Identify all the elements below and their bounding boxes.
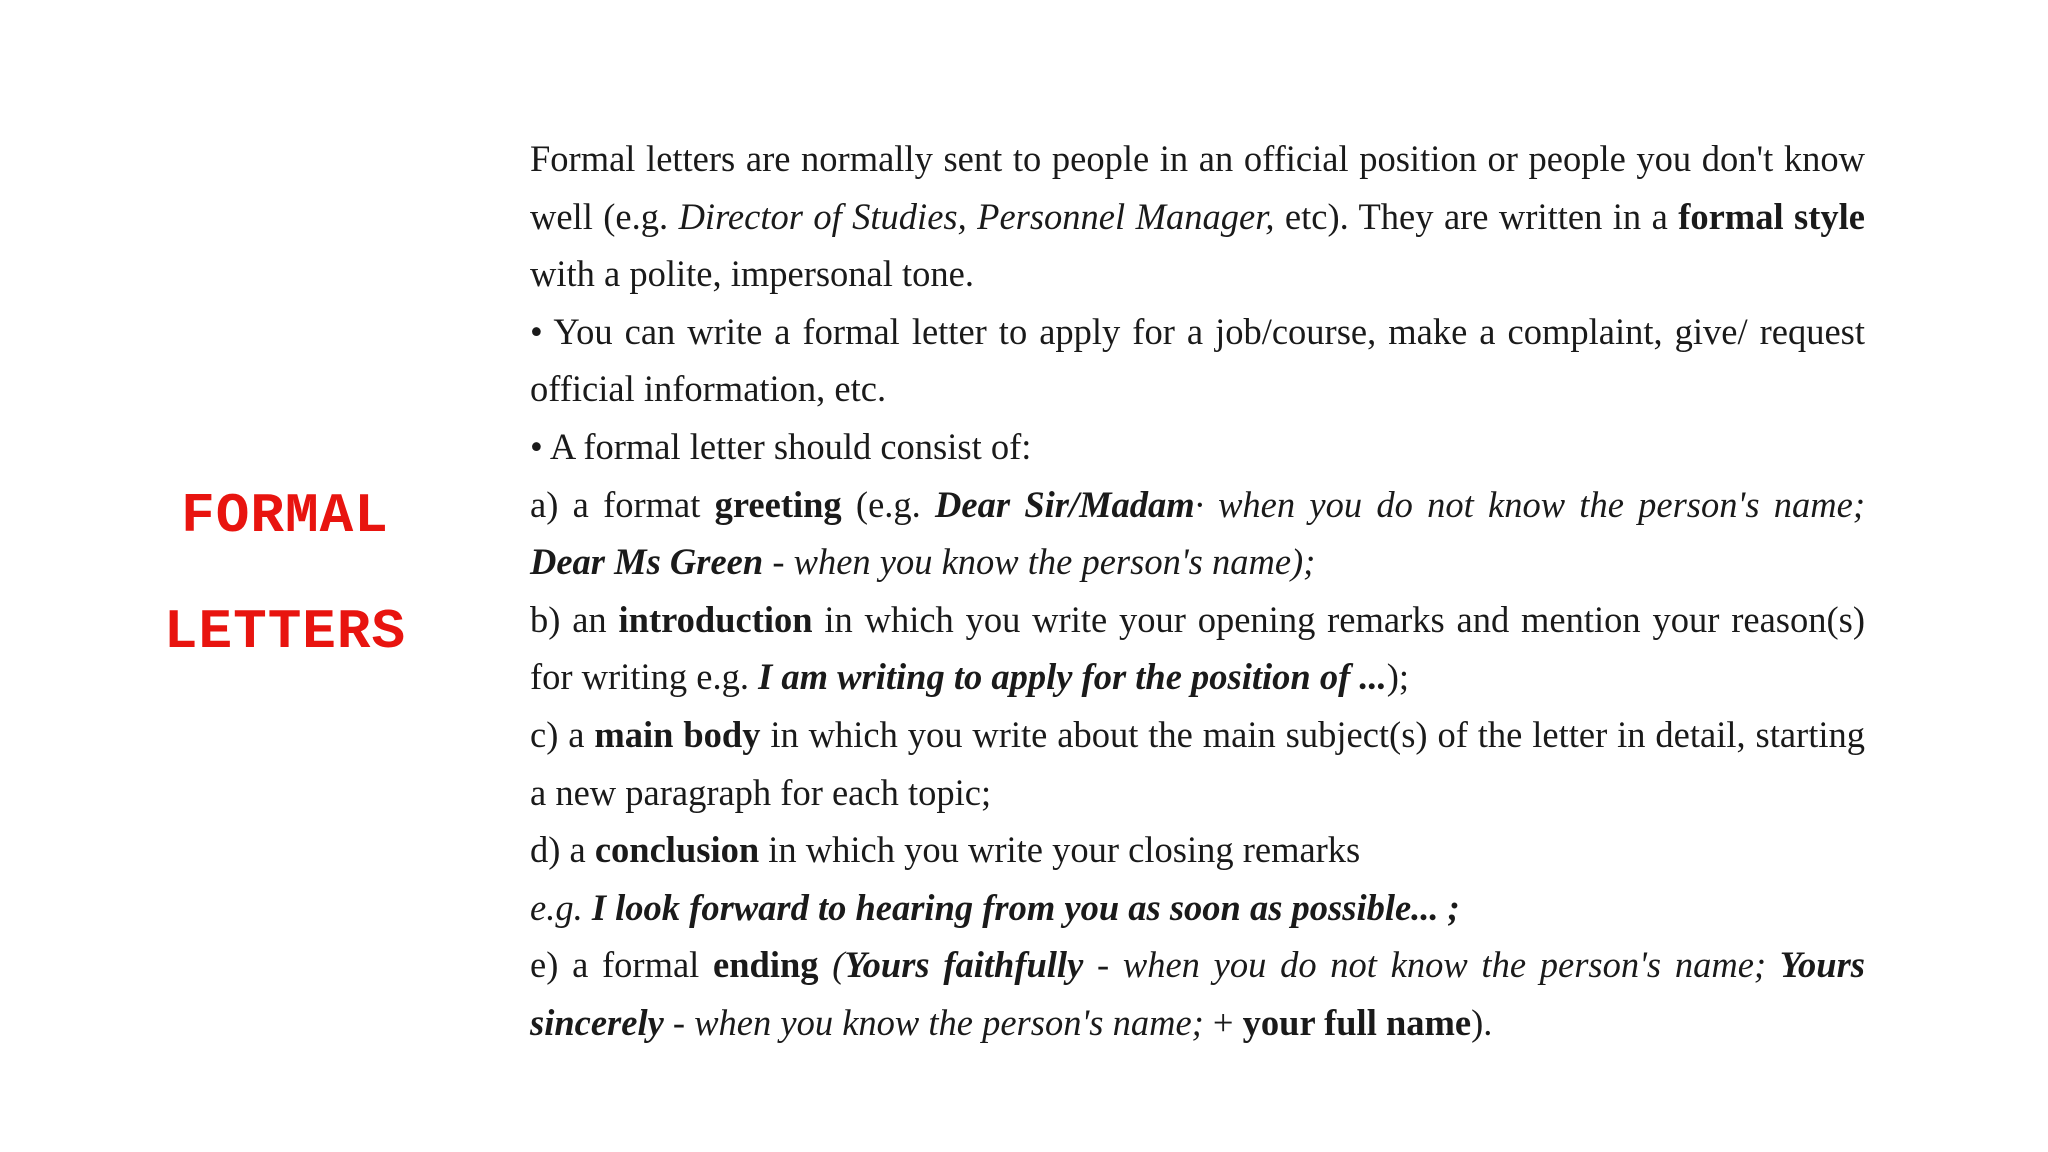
item-e-close: ).	[1471, 1001, 1493, 1043]
side-title-line-1: FORMAL	[181, 484, 389, 548]
intro-text-2: etc). They are written in a	[1274, 195, 1679, 237]
item-d-example: I look forward to hearing from you as soon as possible... ;	[591, 886, 1460, 928]
item-b-text-3: );	[1386, 656, 1410, 698]
item-d-text-2: in which you write your closing remarks	[759, 829, 1361, 871]
item-a-note-1: · when you do not know the person's name;	[1194, 483, 1865, 525]
item-c-text-2: in which you write about the main subject(s) of the letter in detail, starting a new paragraph for each topic;	[530, 713, 1865, 813]
item-ending	[530, 936, 1865, 1051]
side-title-line-2: LETTERS	[163, 600, 407, 664]
item-b-example: I am writing to apply for the position of ...	[758, 656, 1387, 698]
side-title	[100, 458, 470, 690]
item-e-yours-sincerely: Yours sincerely	[530, 944, 1866, 1043]
intro-text-3: with a polite, impersonal tone.	[530, 253, 974, 295]
item-e-ending: ending	[713, 944, 819, 986]
item-d-conclusion: conclusion	[594, 829, 760, 871]
item-e-note-2: - when you know the person's name;	[663, 1001, 1204, 1043]
intro-examples: Director of Studies, Personnel Manager,	[678, 195, 1275, 237]
item-a-text-2: (e.g.	[841, 483, 936, 525]
bullet-consist: • A formal letter should consist of:	[530, 425, 1032, 467]
content-body	[530, 130, 1865, 1052]
item-main-body	[530, 706, 1865, 821]
item-b-text-2: in which you write your opening remarks and mention your reason(s) for writing e.g.	[530, 598, 1865, 698]
item-conclusion-example	[530, 879, 1865, 937]
item-conclusion	[530, 821, 1865, 879]
bullet-uses: • You can write a formal letter to apply for a job/course, make a complaint, give/ request official information, etc.	[530, 310, 1865, 410]
item-b-text-1: b) an	[530, 598, 619, 640]
intro-text-1: Formal letters are normally sent to people in an official position or people you don't know well (e.g.	[530, 138, 1865, 237]
item-d-eg: e.g.	[530, 886, 592, 928]
item-a-dear-sir: Dear Sir/Madam	[935, 483, 1195, 525]
item-a-text-1: a) a format	[530, 483, 715, 525]
item-e-yours-faithfully: Yours faithfully	[844, 944, 1084, 986]
item-c-text-1: c) a	[530, 713, 595, 755]
item-e-full-name: your full name	[1242, 1001, 1472, 1043]
item-e-plus: +	[1203, 1001, 1243, 1043]
item-e-note-1: - when you do not know the person's name;	[1083, 944, 1780, 986]
item-c-main-body: main body	[594, 713, 761, 755]
item-a-dear-ms: Dear Ms Green	[530, 541, 764, 583]
item-d-text-1: d) a	[530, 829, 595, 871]
item-greeting	[530, 476, 1865, 591]
item-e-text-1: e) a formal	[530, 944, 714, 986]
intro-formal-style: formal style	[1678, 195, 1865, 237]
intro-paragraph	[530, 130, 1865, 303]
item-a-note-2: - when you know the person's name);	[763, 541, 1316, 583]
item-introduction	[530, 591, 1865, 706]
item-e-paren: (	[818, 944, 845, 986]
item-b-introduction: introduction	[618, 598, 813, 640]
item-a-greeting: greeting	[714, 483, 842, 525]
